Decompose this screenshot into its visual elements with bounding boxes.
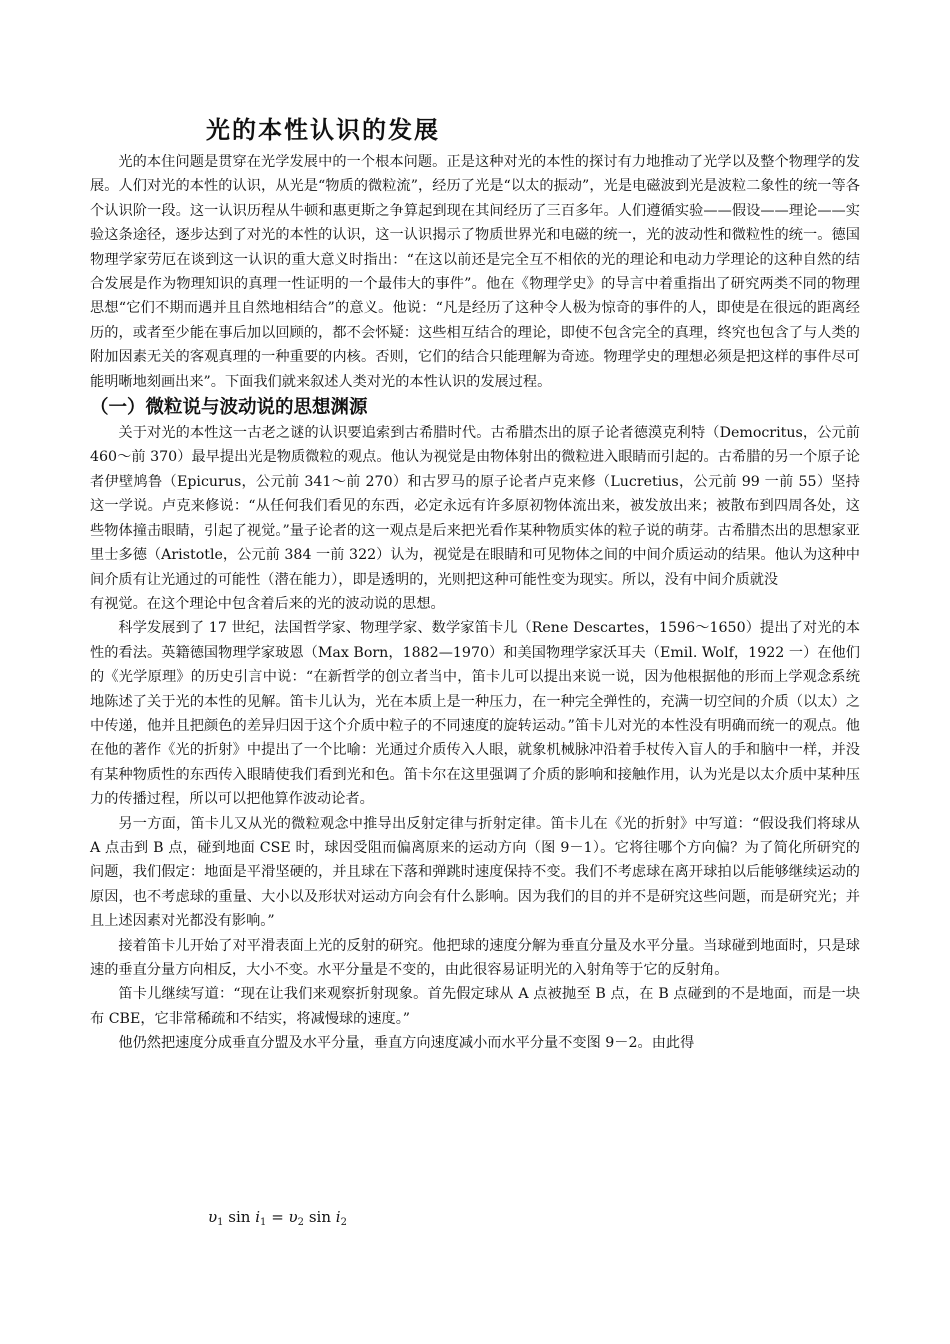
document-body bbox=[90, 150, 860, 1056]
paragraph: 科学发展到了 17 世纪，法国哲学家、物理学家、数学家笛卡儿（Rene Descartes，1596～1650）提出了对光的本性的看法。英籍德国物理学家玻恩（Max Born，1882—1970）和美国物理学家沃耳夫（Emil. Wolf，1922 一）在他们的《光学原理》的历史引言中说：“在新哲学的创立者当中，笛卡儿可以提出来说一说，因为他根据他的形而上学观念系统地陈述了关于光的本性的见解。笛卡儿认为，光在本质上是一种压力，在一种完全弹性的，充满一切空间的介质（以太）之中传递，他并且把颜色的差异归因于这个介质中粒子的不同速度的旋转运动。”笛卡儿对光的本性没有明确而统一的观点。他在他的著作《光的折射》中提出了一个比喻：光通过介质传入人眼，就象机械脉冲沿着手杖传入盲人的手和脑中一样，并没有某种物质性的东西传入眼睛使我们看到光和色。笛卡尔在这里强调了介质的影响和接触作用，认为光是以太介质中某种压力的传播过程，所以可以把他算作波动论者。 bbox=[90, 620, 860, 808]
formula-sin-1: sin bbox=[228, 1208, 251, 1226]
formula-subscript-angle-1: 1 bbox=[260, 1217, 267, 1228]
paragraph: 关于对光的本性这一古老之谜的认识要追索到古希腊时代。古希腊杰出的原子论者德漠克利特（Democritus，公元前 460～前 370）最早提出光是物质微粒的观点。他认为视觉是由物体射出的微粒进入眼睛而引起的。古希腊的另一个原子论者伊壁鸠鲁（Epicurus，公元前 341～前 270）和古罗马的原子论者卢克来修（Lucretius，公元前 99 一前 55）坚持这一学说。卢克来修说：“从任何我们看见的东西，必定永远有许多原初物体流出来，被发放出来；被散布到四周各处，这些物体撞击眼睛，引起了视觉。”量子论者的这一观点是后来把光看作某种物质实体的粒子说的萌芽。古希腊杰出的思想家亚里士多德（Aristotle，公元前 384 一前 322）认为，视觉是在眼睛和可见物体之间的中间介质运动的结果。他认为这种中间介质有让光通过的可能性（潜在能力），即是透明的，光则把这种可能性变为现实。所以，没有中间介质就没 bbox=[90, 425, 860, 588]
section-heading: （一）微粒说与波动说的思想渊源 bbox=[90, 397, 368, 419]
formula-sin-2: sin bbox=[308, 1208, 331, 1226]
formula-velocity-2: υ bbox=[288, 1208, 298, 1226]
paragraph: 他仍然把速度分成垂直分盟及水平分量，垂直方向速度减小而水平分量不变图 9－2。由此得 bbox=[118, 1035, 695, 1052]
formula-angle-1: i bbox=[255, 1208, 261, 1226]
formula-subscript-angle-2: 2 bbox=[340, 1217, 347, 1228]
refraction-formula bbox=[208, 1208, 347, 1228]
formula-subscript-2: 2 bbox=[297, 1217, 305, 1228]
paragraph: 接着笛卡儿开始了对平滑表面上光的反射的研究。他把球的速度分解为垂直分量及水平分量。当球碰到地面时，只是球速的垂直分量方向相反，大小不变。水平分量是不变的，由此很容易证明光的入射角等于它的反射角。 bbox=[90, 937, 860, 978]
paragraph: 另一方面，笛卡儿又从光的微粒观念中推导出反射定律与折射定律。笛卡儿在《光的折射》中写道：“假设我们将球从 A 点击到 B 点，碰到地面 CSE 时，球因受阻而偏离原来的运动方向（图 9－1）。它将往哪个方向偏？为了简化所研究的问题，我们假定：地面是平滑坚硬的，并且球在下落和弹跳时速度保持不变。我们不考虑球在离开球拍以后能够继续运动的原因，也不考虑球的重量、大小以及形状对运动方向会有什么影响。因为我们的目的并不是研究这些问题，而是研究光；并且上述因素对光都没有影响。” bbox=[90, 815, 860, 930]
formula-velocity-1: υ bbox=[208, 1208, 218, 1226]
intro-paragraph: 光的本住问题是贯穿在光学发展中的一个根本问题。正是这种对光的本性的探讨有力地推动了光学以及整个物理学的发展。人们对光的本性的认识，从光是“物质的微粒流”，经历了光是“以太的振动”，光是电磁波到光是波粒二象性的统一等各个认识阶一段。这一认识历程从牛顿和惠更斯之争算起到现在其间经历了三百多年。人们遵循实验——假设——理论——实验这条途径，逐步达到了对光的本性的认识，这一认识揭示了物质世界光和电磁的统一，光的波动性和微粒性的统一。德国物理学家劳厄在谈到这一认识的重大意义时指出：“在这以前还是完全互不相依的光的理论和电动力学理论的这种自然的结合发展是作为物理知识的真理一性证明的一个最伟大的事件”。他在《物理学史》的导言中着重指出了研究两类不同的物理思想“它们不期而遇并且自然地相结合”的意义。他说：“凡是经历了这种令人极为惊奇的事件的人，即使是在很远的距离经历的，或者至少能在事后加以回顾的，都不会怀疑：这些相互结合的理论，即使不包含完全的真理，终究也包含了与人类的附加因素无关的客观真理的一种重要的内核。否则，它们的结合只能理解为奇迹。物理学史的理想必须是把这样的事件尽可能明晰地刻画出来”。下面我们就来叙述人类对光的本性认识的发展过程。 bbox=[90, 154, 860, 390]
page-title: 光的本性认识的发展 bbox=[206, 116, 440, 144]
paragraph-continuation: 有视觉。在这个理论中包含着后来的光的波动说的思想。 bbox=[90, 595, 445, 612]
formula-angle-2: i bbox=[335, 1208, 341, 1226]
formula-equals: = bbox=[271, 1208, 284, 1226]
paragraph: 笛卡儿继续写道：“现在让我们来观察折射现象。首先假定球从 A 点被抛至 B 点，在 B 点碰到的不是地面，而是一块布 CBE，它非常稀疏和不结实，将减慢球的速度。” bbox=[90, 986, 860, 1027]
formula-subscript-1: 1 bbox=[217, 1217, 224, 1228]
